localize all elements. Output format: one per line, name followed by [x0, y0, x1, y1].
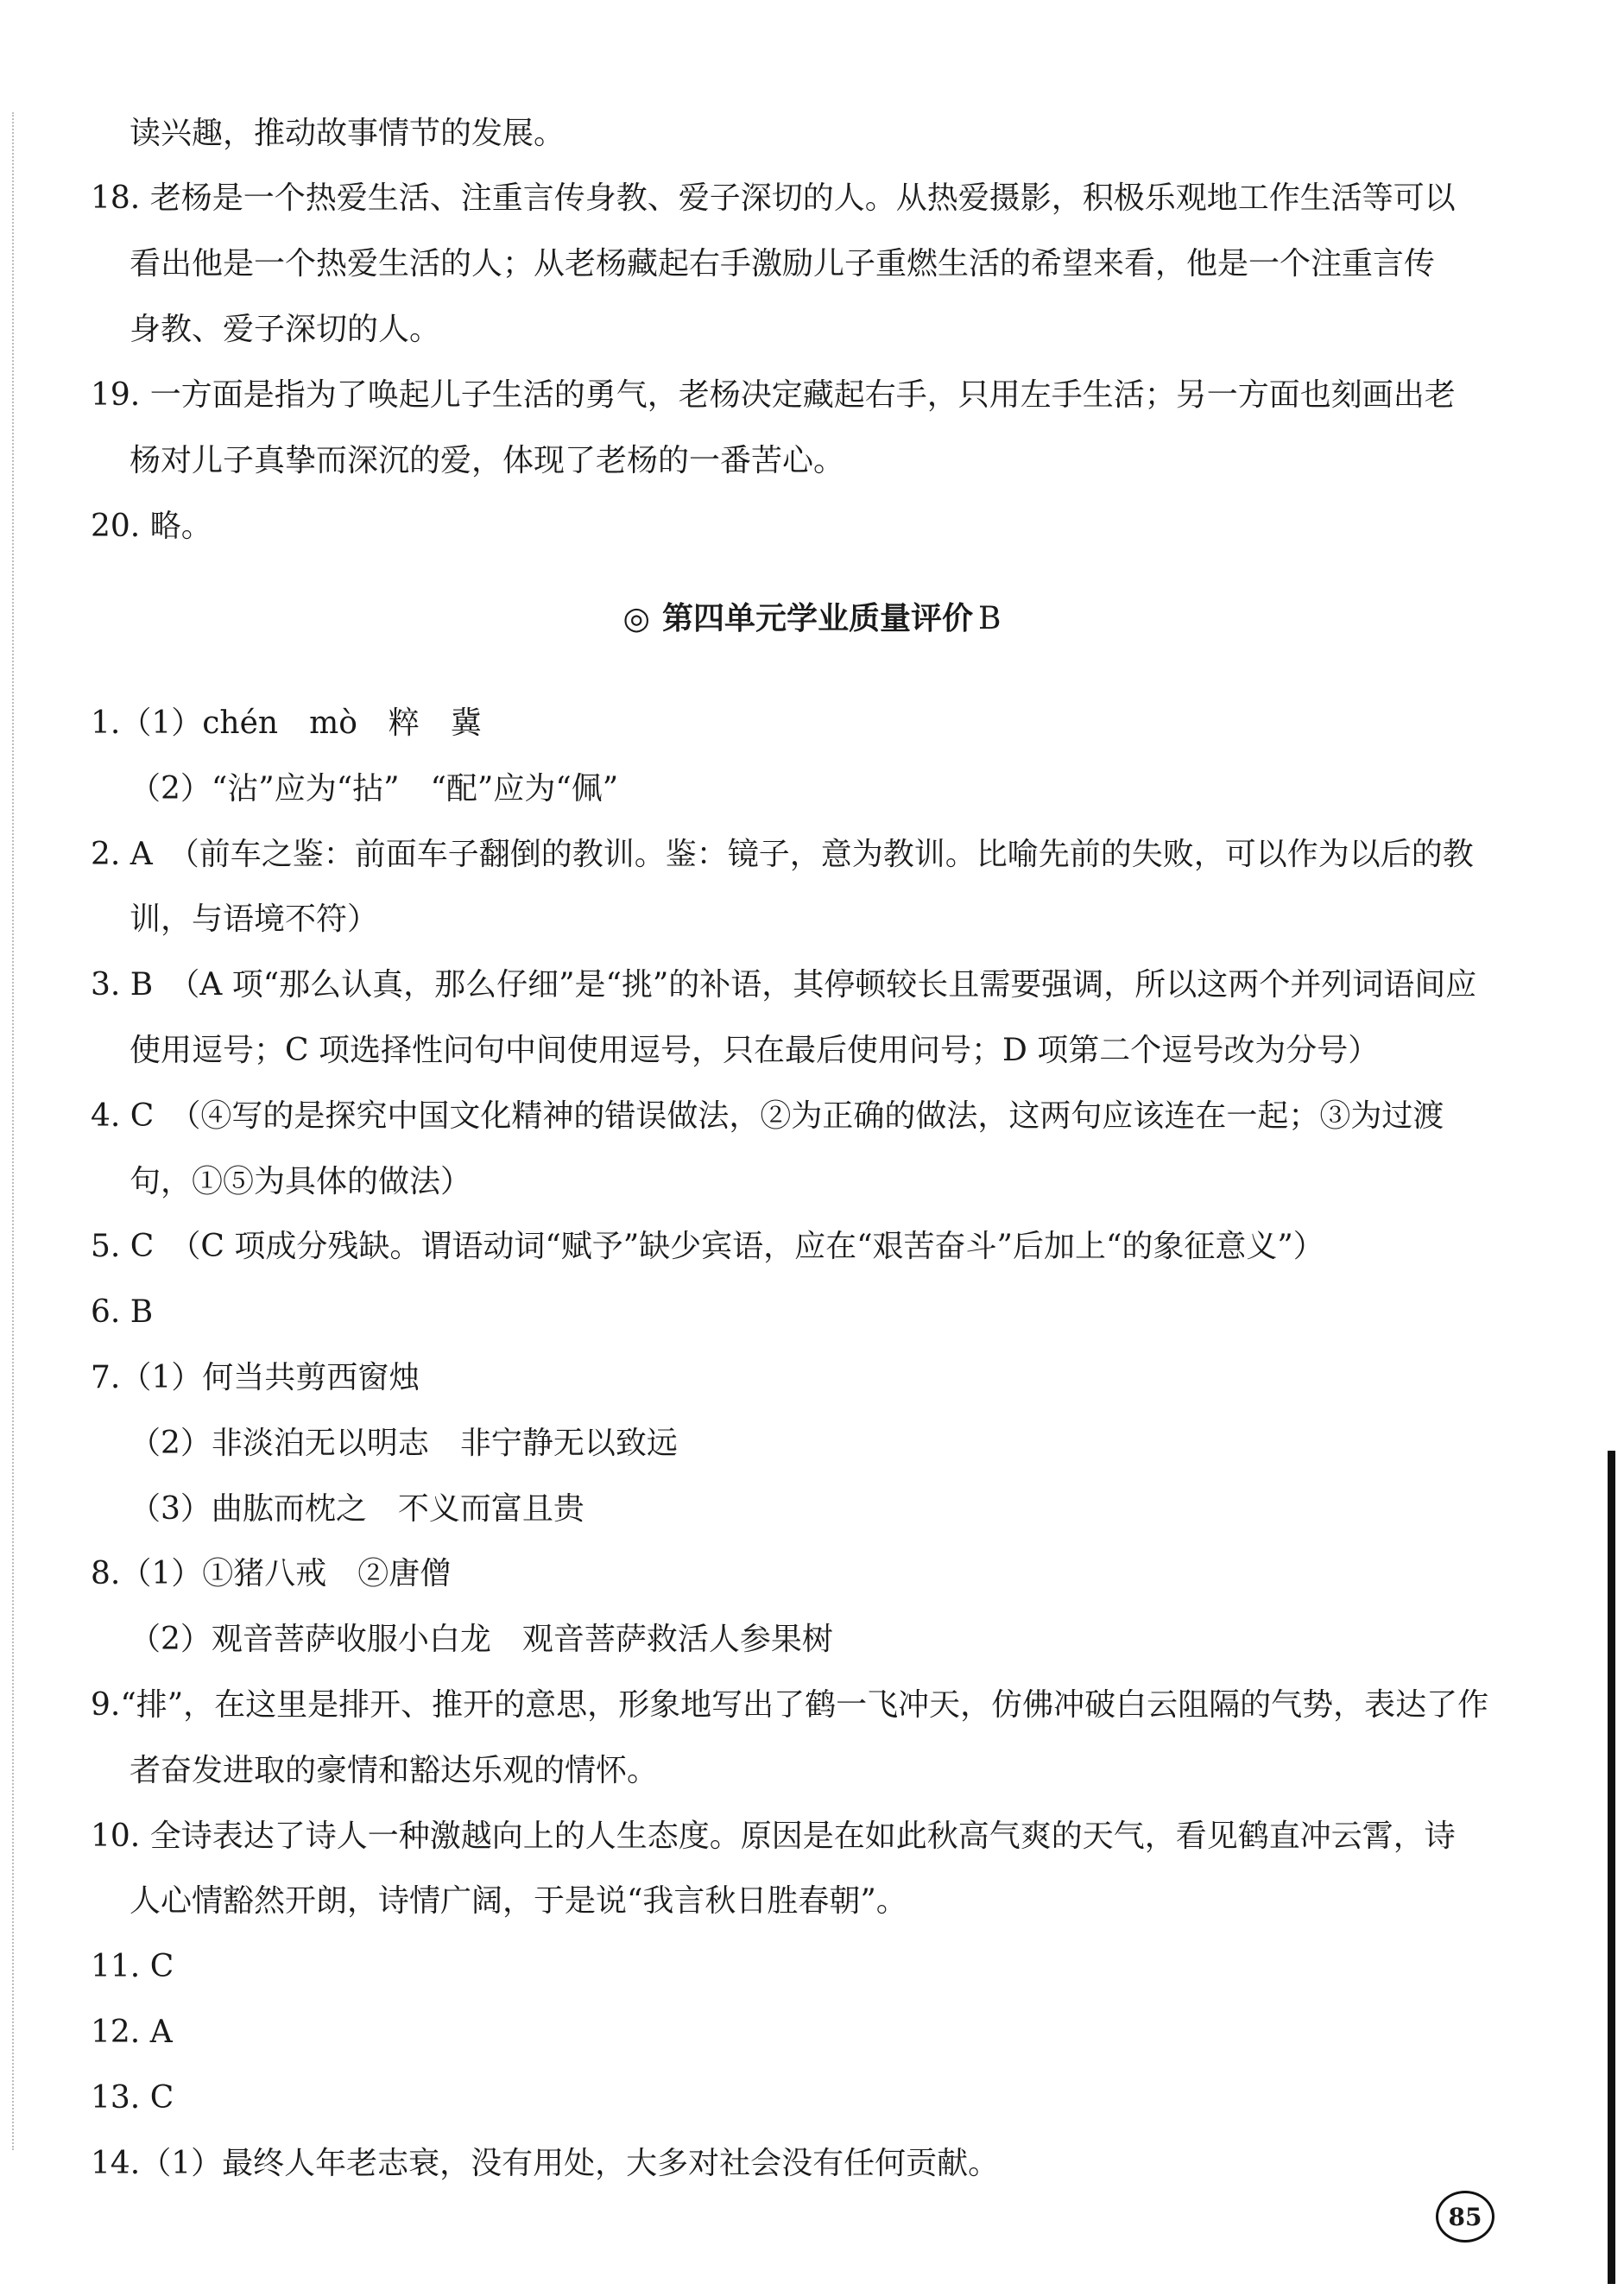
text-line: 看出他是一个热爱生活的人；从老杨藏起右手激励儿子重燃生活的希望来看，他是一个注重言传 [130, 246, 1436, 282]
answer-11: 11. C [91, 1949, 174, 1984]
answer-7-part-2: （2）非淡泊无以明志 非宁静无以致远 [130, 1426, 678, 1461]
answer-18: 18. 老杨是一个热爱生活、注重言传身教、爱子深切的人。从热爱摄影，积极乐观地工作生活等可以 [91, 180, 1456, 216]
answer-6: 6. B [91, 1294, 154, 1330]
page-edge-bar [1608, 1451, 1615, 2284]
answer-8-part-2: （2）观音菩萨收服小白龙 观音菩萨救活人参果树 [130, 1622, 833, 1657]
answer-5: 5. C （C 项成分残缺。谓语动词“赋予”缺少宾语，应在“艰苦奋斗”后加上“的象征意义”） [91, 1229, 1324, 1264]
answer-10: 10. 全诗表达了诗人一种激越向上的人生态度。原因是在如此秋高气爽的天气，看见鹤直冲云霄，诗 [91, 1819, 1456, 1854]
section-title: 第四单元学业质量评价 [661, 601, 973, 636]
text-line: 读兴趣，推动故事情节的发展。 [130, 116, 566, 151]
answer-7: 7.（1）何当共剪西窗烛 [91, 1360, 420, 1395]
text-line: 身教、爱子深切的人。 [130, 312, 441, 347]
answer-20: 20. 略。 [91, 509, 212, 544]
section-heading [0, 600, 1624, 638]
text-line: 训，与语境不符） [130, 901, 379, 937]
text-line: 句，①⑤为具体的做法） [130, 1164, 472, 1199]
page-number: 85 [1436, 2191, 1494, 2243]
answer-4: 4. C （④写的是探究中国文化精神的错误做法，②为正确的做法，这两句应该连在一起；③为过渡 [91, 1098, 1444, 1134]
text-line: 者奋发进取的豪情和豁达乐观的情怀。 [130, 1753, 659, 1788]
answer-8: 8.（1）①猪八戒 ②唐僧 [91, 1556, 452, 1591]
margin-dotted-rule [12, 112, 14, 2150]
answer-1-part-2: （2）“沾”应为“拈” “配”应为“佩” [130, 771, 619, 807]
answer-1: 1.（1）chén mò 粹 冀 [91, 705, 482, 741]
circle-mark-icon: ◎ [622, 601, 650, 636]
answer-9: 9.“排”，在这里是排开、推开的意思，形象地写出了鹤一飞冲天，仿佛冲破白云阻隔的气势，表达了作 [91, 1687, 1489, 1723]
answer-3: 3. B （A 项“那么认真，那么仔细”是“挑”的补语，其停顿较长且需要强调，所以这两个并列词语间应 [91, 967, 1477, 1003]
answer-14: 14.（1）最终人年老志衰，没有用处，大多对社会没有任何贡献。 [91, 2146, 1000, 2181]
answer-2: 2. A （前车之鉴：前面车子翻倒的教训。鉴：镜子，意为教训。比喻先前的失败，可以作为以后的教 [91, 837, 1474, 872]
text-line: 人心情豁然开朗，诗情广阔，于是说“我言秋日胜春朝”。 [130, 1883, 907, 1919]
answer-7-part-3: （3）曲肱而枕之 不义而富且贵 [130, 1491, 585, 1527]
answer-12: 12. A [91, 2015, 173, 2050]
section-grade: B [977, 601, 1002, 636]
answer-13: 13. C [91, 2080, 174, 2116]
text-line: 杨对儿子真挚而深沉的爱，体现了老杨的一番苦心。 [130, 443, 845, 478]
answer-19: 19. 一方面是指为了唤起儿子生活的勇气，老杨决定藏起右手，只用左手生活；另一方面也刻画出老 [91, 377, 1456, 413]
text-line: 使用逗号；C 项选择性问句中间使用逗号，只在最后使用问号；D 项第二个逗号改为分号） [130, 1033, 1380, 1068]
